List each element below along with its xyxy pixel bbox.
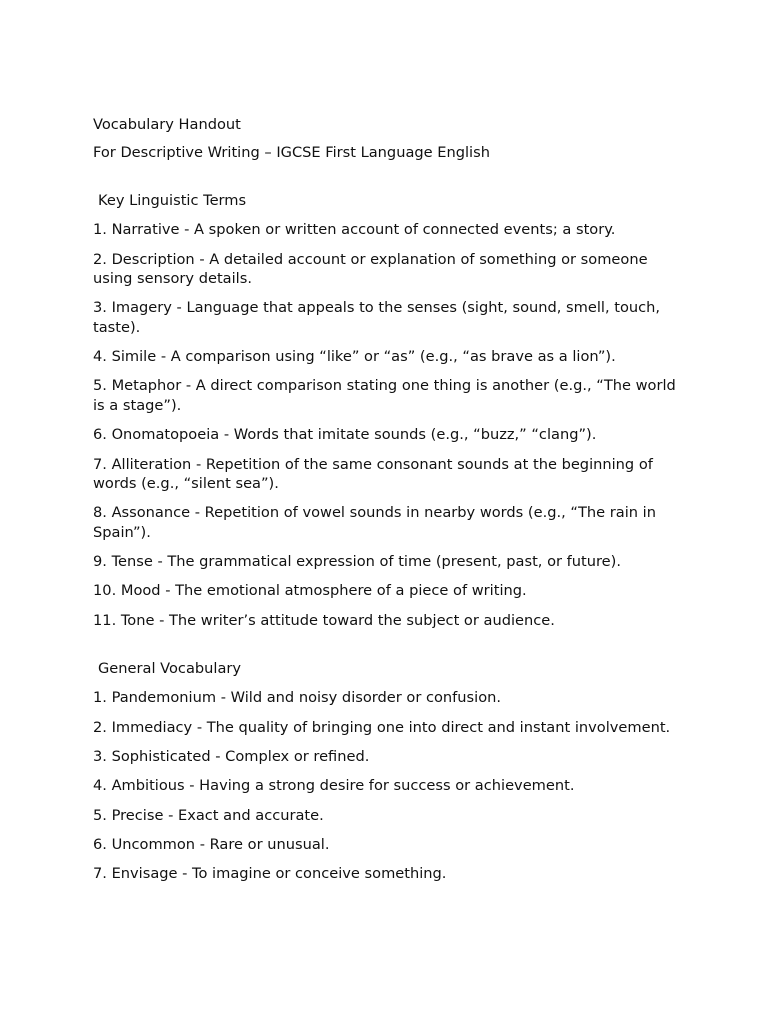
list-item: 5. Precise - Exact and accurate.: [93, 806, 324, 824]
list-item: 11. Tone - The writer’s attitude toward the subject or audience.: [93, 611, 555, 629]
document-page: [93, 115, 683, 893]
section-spacer: [93, 640, 683, 659]
document-title: Vocabulary Handout: [93, 116, 241, 133]
section-heading-key-linguistic-terms: Key Linguistic Terms: [98, 192, 247, 209]
list-item: 6. Onomatopoeia - Words that imitate sounds (e.g., “buzz,” “clang”).: [93, 426, 597, 444]
list-item: 7. Alliteration - Repetition of the same consonant sounds at the beginning of words (e.g., “silent sea”).: [93, 455, 653, 493]
document-subtitle: For Descriptive Writing – IGCSE First Language English: [93, 143, 490, 161]
list-item: 8. Assonance - Repetition of vowel sounds in nearby words (e.g., “The rain in Spain”).: [93, 504, 656, 541]
list-item: 5. Metaphor - A direct comparison stating one thing is another (e.g., “The world is a stage”).: [93, 377, 676, 414]
list-item: 4. Simile - A comparison using “like” or “as” (e.g., “as brave as a lion”).: [93, 348, 616, 366]
list-item: 3. Imagery - Language that appeals to the senses (sight, sound, smell, touch, taste).: [93, 299, 661, 336]
list-item: 10. Mood - The emotional atmosphere of a piece of writing.: [93, 582, 527, 600]
list-item: 2. Immediacy - The quality of bringing one into direct and instant involvement.: [93, 718, 671, 736]
list-item: 2. Description - A detailed account or explanation of something or someone using sensory details.: [93, 250, 648, 288]
list-item: 6. Uncommon - Rare or unusual.: [93, 835, 330, 853]
list-item: 1. Narrative - A spoken or written account of connected events; a story.: [93, 221, 616, 239]
list-item: 3. Sophisticated - Complex or refined.: [93, 747, 370, 765]
list-item: 1. Pandemonium - Wild and noisy disorder or confusion.: [93, 689, 502, 707]
section-heading-general-vocabulary: General Vocabulary: [98, 660, 242, 678]
list-item: 4. Ambitious - Having a strong desire for success or achievement.: [93, 777, 575, 795]
list-item: 9. Tense - The grammatical expression of time (present, past, or future).: [93, 553, 621, 571]
list-item: 7. Envisage - To imagine or conceive something.: [93, 865, 447, 883]
